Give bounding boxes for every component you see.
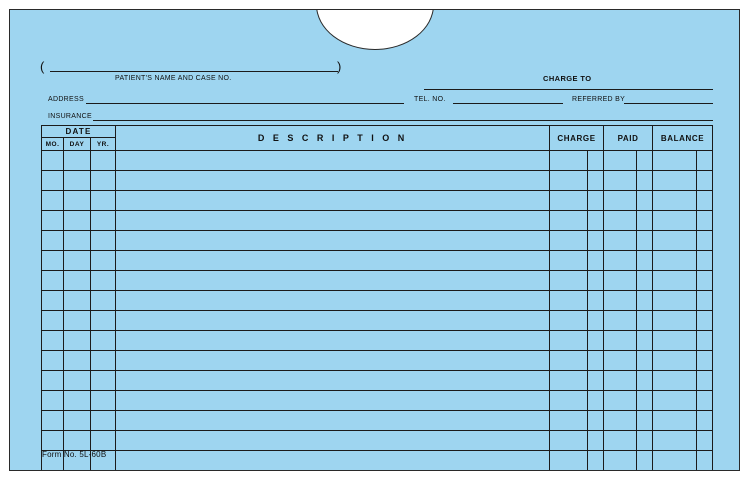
- table-row[interactable]: [42, 271, 713, 291]
- table-row[interactable]: [42, 231, 713, 251]
- table-row[interactable]: [42, 371, 713, 391]
- ledger-cell-charge-cents[interactable]: [588, 331, 604, 351]
- table-row[interactable]: [42, 151, 713, 171]
- table-row[interactable]: [42, 291, 713, 311]
- ledger-cell-month[interactable]: [42, 211, 64, 231]
- ledger-cell-day[interactable]: [64, 311, 91, 331]
- ledger-cell-charge-cents[interactable]: [588, 291, 604, 311]
- table-row[interactable]: [42, 331, 713, 351]
- ledger-cell-paid[interactable]: [604, 391, 637, 411]
- ledger-cell-paid[interactable]: [604, 231, 637, 251]
- ledger-cell-description[interactable]: [116, 451, 550, 471]
- column-header-month: MO.: [42, 138, 64, 151]
- ledger-cell-day[interactable]: [64, 331, 91, 351]
- ledger-cell-year[interactable]: [91, 231, 116, 251]
- table-row[interactable]: [42, 391, 713, 411]
- ledger-cell-month[interactable]: [42, 151, 64, 171]
- ledger-cell-balance-cents[interactable]: [697, 331, 713, 351]
- ledger-cell-month[interactable]: [42, 411, 64, 431]
- ledger-cell-balance[interactable]: [653, 311, 697, 331]
- ledger-cell-paid[interactable]: [604, 331, 637, 351]
- ledger-cell-day[interactable]: [64, 371, 91, 391]
- ledger-cell-paid[interactable]: [604, 431, 637, 451]
- ledger-cell-charge-cents[interactable]: [588, 151, 604, 171]
- paren-open: (: [40, 59, 45, 74]
- column-header-day: DAY: [64, 138, 91, 151]
- ledger-cell-balance-cents[interactable]: [697, 171, 713, 191]
- ledger-cell-balance[interactable]: [653, 271, 697, 291]
- patient-ledger-card: [9, 9, 740, 471]
- ledger-cell-description[interactable]: [116, 191, 550, 211]
- ledger-cell-balance[interactable]: [653, 191, 697, 211]
- ledger-cell-balance-cents[interactable]: [697, 411, 713, 431]
- ledger-cell-balance[interactable]: [653, 151, 697, 171]
- ledger-cell-charge[interactable]: [550, 411, 588, 431]
- ledger-cell-month[interactable]: [42, 351, 64, 371]
- ledger-cell-paid-cents[interactable]: [637, 431, 653, 451]
- ledger-cell-paid[interactable]: [604, 271, 637, 291]
- ledger-cell-paid[interactable]: [604, 251, 637, 271]
- ledger-cell-paid[interactable]: [604, 451, 637, 471]
- column-header-description: D E S C R I P T I O N: [116, 126, 550, 151]
- ledger-cell-year[interactable]: [91, 371, 116, 391]
- ledger-cell-balance-cents[interactable]: [697, 231, 713, 251]
- ledger-cell-charge[interactable]: [550, 271, 588, 291]
- ledger-cell-year[interactable]: [91, 151, 116, 171]
- charge-to-input[interactable]: [424, 89, 713, 90]
- ledger-cell-month[interactable]: [42, 431, 64, 451]
- ledger-cell-year[interactable]: [91, 191, 116, 211]
- column-header-balance: BALANCE: [653, 126, 713, 151]
- ledger-cell-year[interactable]: [91, 411, 116, 431]
- ledger-cell-description[interactable]: [116, 391, 550, 411]
- ledger-cell-charge[interactable]: [550, 171, 588, 191]
- ledger-cell-balance-cents[interactable]: [697, 371, 713, 391]
- ledger-cell-balance[interactable]: [653, 171, 697, 191]
- ledger-cell-paid[interactable]: [604, 371, 637, 391]
- table-row[interactable]: [42, 351, 713, 371]
- ledger-cell-charge[interactable]: [550, 151, 588, 171]
- ledger-cell-charge-cents[interactable]: [588, 351, 604, 371]
- ledger-cell-charge-cents[interactable]: [588, 271, 604, 291]
- ledger-cell-balance[interactable]: [653, 331, 697, 351]
- address-label: ADDRESS: [48, 96, 84, 103]
- ledger-header: [42, 126, 713, 151]
- referred-by-label: REFERRED BY: [572, 96, 626, 103]
- ledger-cell-charge-cents[interactable]: [588, 231, 604, 251]
- table-row[interactable]: [42, 431, 713, 451]
- ledger-cell-balance-cents[interactable]: [697, 311, 713, 331]
- ledger-cell-charge[interactable]: [550, 311, 588, 331]
- ledger-cell-balance-cents[interactable]: [697, 251, 713, 271]
- ledger-cell-day[interactable]: [64, 431, 91, 451]
- ledger-cell-balance-cents[interactable]: [697, 431, 713, 451]
- tel-no-label: TEL. NO.: [414, 96, 446, 103]
- ledger-cell-charge[interactable]: [550, 431, 588, 451]
- ledger-cell-paid-cents[interactable]: [637, 291, 653, 311]
- ledger-cell-paid[interactable]: [604, 411, 637, 431]
- ledger-cell-year[interactable]: [91, 331, 116, 351]
- ledger-cell-balance-cents[interactable]: [697, 271, 713, 291]
- ledger-cell-charge[interactable]: [550, 331, 588, 351]
- insurance-label: INSURANCE: [48, 113, 92, 120]
- ledger-cell-balance-cents[interactable]: [697, 151, 713, 171]
- ledger-cell-balance-cents[interactable]: [697, 191, 713, 211]
- ledger-cell-charge[interactable]: [550, 191, 588, 211]
- column-header-paid: PAID: [604, 126, 653, 151]
- insurance-input[interactable]: [93, 120, 713, 121]
- ledger-cell-day[interactable]: [64, 231, 91, 251]
- column-header-date: DATE: [42, 126, 116, 138]
- ledger-cell-balance-cents[interactable]: [697, 451, 713, 471]
- column-header-charge: CHARGE: [550, 126, 604, 151]
- patient-name-input[interactable]: [50, 71, 338, 72]
- ledger-cell-paid[interactable]: [604, 151, 637, 171]
- ledger-cell-description[interactable]: [116, 411, 550, 431]
- ledger-cell-balance[interactable]: [653, 231, 697, 251]
- ledger-cell-paid-cents[interactable]: [637, 371, 653, 391]
- ledger-cell-day[interactable]: [64, 411, 91, 431]
- ledger-cell-paid-cents[interactable]: [637, 451, 653, 471]
- ledger-cell-balance[interactable]: [653, 211, 697, 231]
- ledger-body: [42, 151, 713, 471]
- ledger-cell-charge[interactable]: [550, 211, 588, 231]
- ledger-cell-year[interactable]: [91, 271, 116, 291]
- table-row[interactable]: [42, 451, 713, 471]
- table-row[interactable]: [42, 311, 713, 331]
- ledger-cell-balance[interactable]: [653, 291, 697, 311]
- ledger-cell-charge-cents[interactable]: [588, 411, 604, 431]
- table-row[interactable]: [42, 191, 713, 211]
- ledger-cell-day[interactable]: [64, 271, 91, 291]
- ledger-cell-balance[interactable]: [653, 371, 697, 391]
- ledger-cell-month[interactable]: [42, 271, 64, 291]
- ledger-cell-month[interactable]: [42, 251, 64, 271]
- thumb-cut-notch: [316, 9, 434, 50]
- ledger-cell-year[interactable]: [91, 391, 116, 411]
- ledger-cell-year[interactable]: [91, 251, 116, 271]
- ledger-cell-balance-cents[interactable]: [697, 211, 713, 231]
- ledger-cell-balance[interactable]: [653, 351, 697, 371]
- ledger-cell-paid-cents[interactable]: [637, 271, 653, 291]
- ledger-cell-balance[interactable]: [653, 391, 697, 411]
- ledger-cell-day[interactable]: [64, 251, 91, 271]
- ledger-cell-year[interactable]: [91, 211, 116, 231]
- ledger-cell-description[interactable]: [116, 431, 550, 451]
- ledger-cell-paid-cents[interactable]: [637, 331, 653, 351]
- charge-to-label: CHARGE TO: [543, 74, 592, 83]
- ledger-cell-month[interactable]: [42, 231, 64, 251]
- ledger-cell-charge[interactable]: [550, 231, 588, 251]
- ledger-cell-balance[interactable]: [653, 451, 697, 471]
- ledger-cell-description[interactable]: [116, 331, 550, 351]
- ledger-cell-year[interactable]: [91, 311, 116, 331]
- table-row[interactable]: [42, 251, 713, 271]
- ledger-cell-paid[interactable]: [604, 291, 637, 311]
- ledger-cell-charge[interactable]: [550, 371, 588, 391]
- ledger-cell-month[interactable]: [42, 371, 64, 391]
- ledger-cell-paid-cents[interactable]: [637, 351, 653, 371]
- ledger-cell-charge-cents[interactable]: [588, 451, 604, 471]
- ledger-cell-description[interactable]: [116, 231, 550, 251]
- ledger-cell-paid-cents[interactable]: [637, 311, 653, 331]
- ledger-cell-year[interactable]: [91, 291, 116, 311]
- form-number: Form No. 5L-60B: [42, 450, 107, 459]
- ledger-cell-year[interactable]: [91, 431, 116, 451]
- ledger-cell-day[interactable]: [64, 351, 91, 371]
- ledger-cell-charge-cents[interactable]: [588, 391, 604, 411]
- ledger-cell-description[interactable]: [116, 311, 550, 331]
- ledger-cell-paid[interactable]: [604, 171, 637, 191]
- ledger-cell-paid-cents[interactable]: [637, 211, 653, 231]
- ledger-cell-day[interactable]: [64, 291, 91, 311]
- ledger-cell-charge-cents[interactable]: [588, 431, 604, 451]
- ledger-cell-balance-cents[interactable]: [697, 351, 713, 371]
- tel-no-input[interactable]: [453, 103, 563, 104]
- ledger-cell-day[interactable]: [64, 191, 91, 211]
- ledger-cell-month[interactable]: [42, 311, 64, 331]
- ledger-cell-paid[interactable]: [604, 191, 637, 211]
- ledger-cell-charge[interactable]: [550, 251, 588, 271]
- ledger-cell-paid[interactable]: [604, 311, 637, 331]
- ledger-cell-description[interactable]: [116, 291, 550, 311]
- ledger-cell-charge[interactable]: [550, 291, 588, 311]
- referred-by-input[interactable]: [624, 103, 713, 104]
- ledger-cell-month[interactable]: [42, 191, 64, 211]
- ledger-cell-day[interactable]: [64, 211, 91, 231]
- ledger-cell-day[interactable]: [64, 171, 91, 191]
- ledger-cell-description[interactable]: [116, 271, 550, 291]
- ledger-cell-balance-cents[interactable]: [697, 291, 713, 311]
- ledger-cell-paid-cents[interactable]: [637, 191, 653, 211]
- ledger-cell-balance[interactable]: [653, 251, 697, 271]
- ledger-cell-month[interactable]: [42, 291, 64, 311]
- table-row[interactable]: [42, 211, 713, 231]
- ledger-cell-month[interactable]: [42, 171, 64, 191]
- ledger-cell-month[interactable]: [42, 331, 64, 351]
- ledger-table: [41, 125, 713, 471]
- ledger-cell-charge-cents[interactable]: [588, 371, 604, 391]
- ledger-cell-balance[interactable]: [653, 431, 697, 451]
- ledger-cell-paid-cents[interactable]: [637, 411, 653, 431]
- ledger-cell-description[interactable]: [116, 371, 550, 391]
- ledger-cell-charge-cents[interactable]: [588, 251, 604, 271]
- patient-name-caption: PATIENT'S NAME AND CASE NO.: [115, 75, 232, 82]
- paren-close: ): [337, 59, 342, 74]
- ledger-cell-description[interactable]: [116, 251, 550, 271]
- ledger-cell-paid-cents[interactable]: [637, 251, 653, 271]
- ledger-cell-description[interactable]: [116, 171, 550, 191]
- ledger-cell-day[interactable]: [64, 151, 91, 171]
- ledger-cell-balance-cents[interactable]: [697, 391, 713, 411]
- table-row[interactable]: [42, 411, 713, 431]
- ledger-cell-charge[interactable]: [550, 451, 588, 471]
- ledger-cell-description[interactable]: [116, 151, 550, 171]
- ledger-cell-description[interactable]: [116, 351, 550, 371]
- ledger-cell-paid[interactable]: [604, 211, 637, 231]
- ledger-cell-charge-cents[interactable]: [588, 191, 604, 211]
- ledger-cell-day[interactable]: [64, 391, 91, 411]
- ledger-cell-charge[interactable]: [550, 391, 588, 411]
- column-header-year: YR.: [91, 138, 116, 151]
- ledger-cell-charge-cents[interactable]: [588, 211, 604, 231]
- ledger-cell-paid-cents[interactable]: [637, 231, 653, 251]
- ledger-cell-charge-cents[interactable]: [588, 311, 604, 331]
- address-input[interactable]: [86, 103, 404, 104]
- ledger-cell-paid[interactable]: [604, 351, 637, 371]
- ledger-cell-month[interactable]: [42, 391, 64, 411]
- ledger-cell-paid-cents[interactable]: [637, 171, 653, 191]
- ledger-cell-year[interactable]: [91, 171, 116, 191]
- ledger-cell-balance[interactable]: [653, 411, 697, 431]
- ledger-cell-charge[interactable]: [550, 351, 588, 371]
- table-row[interactable]: [42, 171, 713, 191]
- ledger-cell-charge-cents[interactable]: [588, 171, 604, 191]
- ledger-cell-paid-cents[interactable]: [637, 391, 653, 411]
- ledger-cell-paid-cents[interactable]: [637, 151, 653, 171]
- ledger-cell-description[interactable]: [116, 211, 550, 231]
- ledger-cell-year[interactable]: [91, 351, 116, 371]
